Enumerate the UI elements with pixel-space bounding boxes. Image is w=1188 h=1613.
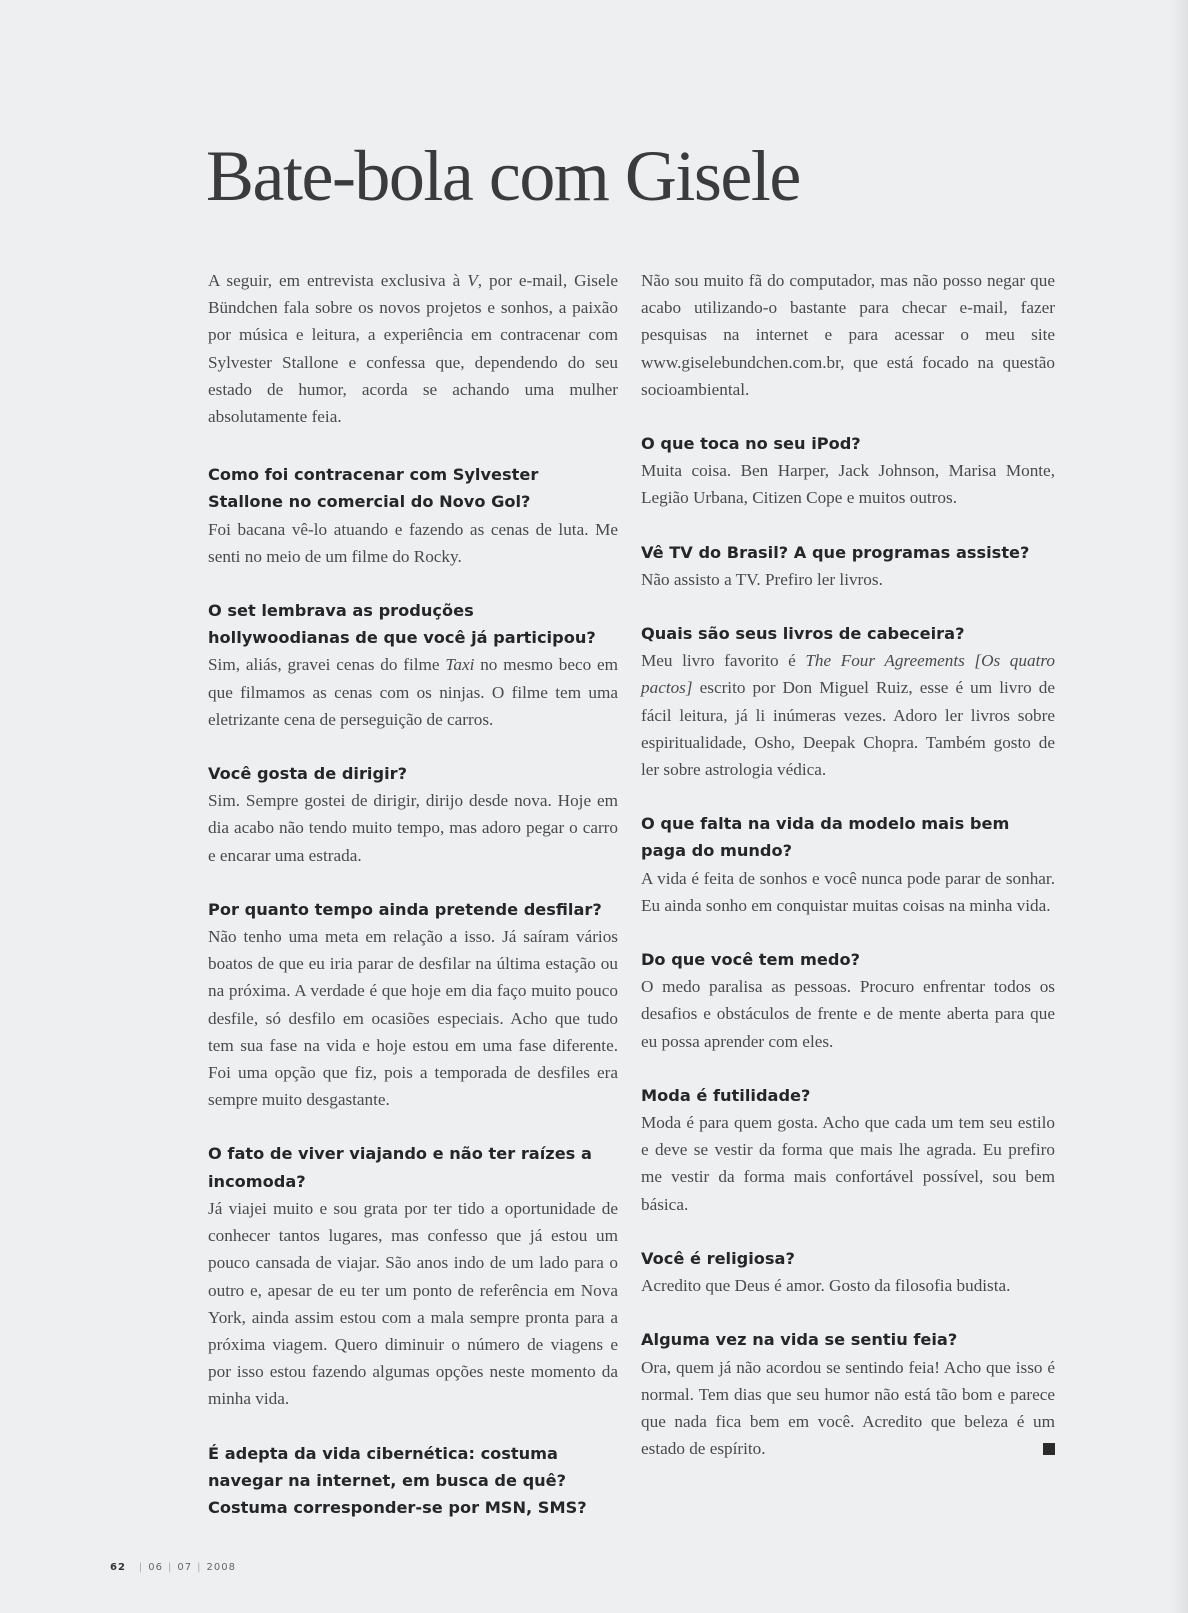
question: O que toca no seu iPod? xyxy=(641,434,861,454)
qa-block xyxy=(641,620,1055,783)
answer-text: escrito por Don Miguel Ruiz, esse é um livro de fácil leitura, já li inúmeras vezes. Adoro ler livros sobre espiritualidade, Osho, Deepak Chopra. Também gosto de ler sobre astrologia védica. xyxy=(641,678,1055,780)
answer: A vida é feita de sonhos e você nunca pode parar de sonhar. Eu ainda sonho em conquistar muitas coisas na minha vida. xyxy=(641,868,1055,915)
answer-text: Ora, quem já não acordou se sentindo feia! Acho que isso é normal. Tem dias que seu humor não está tão bom e parece que nada fica bem em você. Acredito que beleza é um estado de espírito. xyxy=(641,1357,1055,1459)
question: Por quanto tempo ainda pretende desfilar? xyxy=(208,899,602,919)
qa-block xyxy=(641,430,1055,512)
book-title: The Four Agreements [Os quatro pactos] xyxy=(641,651,1055,698)
answer-text: no mesmo beco em que filmamos as cenas com os ninjas. O filme tem uma eletrizante cena de perseguição de carros. xyxy=(208,655,618,729)
qa-block xyxy=(208,1440,618,1522)
answer: Não tenho uma meta em relação a isso. Já saíram vários boatos de que eu iria parar de desfilar na última estação ou na próxima. A verdade é que hoje em dia faço muito pouco desfile, só desfilo em ocasiões especiais. Acho que tudo tem sua fase na vida e hoje estou em uma fase diferente. Foi uma opção que fiz, pois a temporada de desfiles era sempre muito desgastante. xyxy=(208,927,618,1110)
question: Vê TV do Brasil? A que programas assiste? xyxy=(641,542,1030,562)
intro-text-start: A seguir, em entrevista exclusiva à xyxy=(208,271,468,290)
question: Do que você tem medo? xyxy=(641,950,860,970)
answer: O medo paralisa as pessoas. Procuro enfrentar todos os desafios e obstáculos de frente e de mente aberta para que eu possa aprender com eles. xyxy=(641,977,1055,1051)
answer: Sim. Sempre gostei de dirigir, dirijo desde nova. Hoje em dia acabo não tendo muito tempo, mas adoro pegar o carro e encarar uma estrada. xyxy=(208,791,618,865)
answer: Já viajei muito e sou grata por ter tido a oportunidade de conhecer tantos lugares, mas confesso que já estou um pouco cansada de viajar. São anos indo de um lado para o outro e, apesar de eu ter um ponto de referência em Nova York, ainda assim estou com a mala sempre pronta para a próxima viagem. Quero diminuir o número de viagens e por isso estou fazendo algumas opções neste momento da minha vida. xyxy=(208,1198,618,1409)
qa-block xyxy=(641,1326,1055,1462)
footer-separator: | xyxy=(197,1562,202,1573)
answer xyxy=(208,651,618,733)
question: É adepta da vida cibernética: costuma navegar na internet, em busca de quê? Costuma corresponder-se por MSN, SMS? xyxy=(208,1443,587,1517)
question: Como foi contracenar com Sylvester Stallone no comercial do Novo Gol? xyxy=(208,465,539,512)
footer-separator: | xyxy=(138,1562,144,1573)
question: O set lembrava as produções hollywoodianas de que você já participou? xyxy=(208,601,596,648)
issue-day: 06 xyxy=(148,1562,164,1573)
qa-block xyxy=(641,539,1055,593)
intro-text-end: , por e-mail, Gisele Bündchen fala sobre os novos projetos e sonhos, a paixão por música e leitura, a experiência em contracenar com Sylvester Stallone e confessa que, dependendo do seu estado de humor, acorda se achando uma mulher absolutamente feia. xyxy=(208,271,618,427)
page-edge-shadow xyxy=(1170,0,1188,1613)
answer-continued: Não sou muito fã do computador, mas não posso negar que acabo utilizando-o bastante para checar e-mail, fazer pesquisas na internet e para acessar o meu site www.giselebundchen.com.br, que está focado na questão socioambiental. xyxy=(641,271,1055,399)
answer: Moda é para quem gosta. Acho que cada um tem seu estilo e deve se vestir da forma que mais lhe agrada. Eu prefiro me vestir da forma mais confortável possível, sou bem básica. xyxy=(641,1113,1055,1214)
answer: Acredito que Deus é amor. Gosto da filosofia budista. xyxy=(641,1276,1011,1296)
answer: Não assisto a TV. Prefiro ler livros. xyxy=(641,569,883,589)
intro-magazine-name: V xyxy=(467,271,478,290)
question: O fato de viver viajando e não ter raízes a incomoda? xyxy=(208,1144,592,1191)
question: Quais são seus livros de cabeceira? xyxy=(641,624,965,644)
qa-block xyxy=(208,896,618,1114)
issue-month: 07 xyxy=(177,1562,193,1573)
answer: Foi bacana vê-lo atuando e fazendo as cenas de luta. Me senti no meio de um filme do Rocky. xyxy=(208,519,618,566)
intro-paragraph xyxy=(208,267,618,430)
right-column xyxy=(641,267,1055,1489)
question: Moda é futilidade? xyxy=(641,1085,811,1105)
answer xyxy=(641,647,1055,783)
film-title: Taxi xyxy=(445,655,475,675)
question: Alguma vez na vida se sentiu feia? xyxy=(641,1330,958,1350)
end-of-article-square-icon xyxy=(1043,1443,1055,1455)
qa-block xyxy=(208,1140,618,1412)
article-title: Bate-bola com Gisele xyxy=(206,136,800,216)
page-number: 62 xyxy=(110,1562,126,1573)
qa-block xyxy=(208,760,618,869)
answer-text: Meu livro favorito é xyxy=(641,651,806,671)
page-footer xyxy=(110,1562,236,1573)
issue-year: 2008 xyxy=(206,1562,236,1573)
qa-block xyxy=(641,810,1055,919)
question: Você é religiosa? xyxy=(641,1248,795,1268)
answer-text: Sim, aliás, gravei cenas do filme xyxy=(208,655,446,675)
question: Você gosta de dirigir? xyxy=(208,764,407,784)
qa-block xyxy=(641,1082,1055,1218)
answer xyxy=(641,1354,1055,1463)
footer-separator: | xyxy=(168,1562,173,1573)
qa-block xyxy=(208,461,618,570)
question: O que falta na vida da modelo mais bem paga do mundo? xyxy=(641,814,1010,861)
left-column xyxy=(208,267,618,1548)
qa-block xyxy=(641,1245,1055,1299)
qa-block xyxy=(641,946,1055,1055)
qa-block xyxy=(208,597,618,733)
answer: Muita coisa. Ben Harper, Jack Johnson, Marisa Monte, Legião Urbana, Citizen Cope e muitos outros. xyxy=(641,461,1055,508)
